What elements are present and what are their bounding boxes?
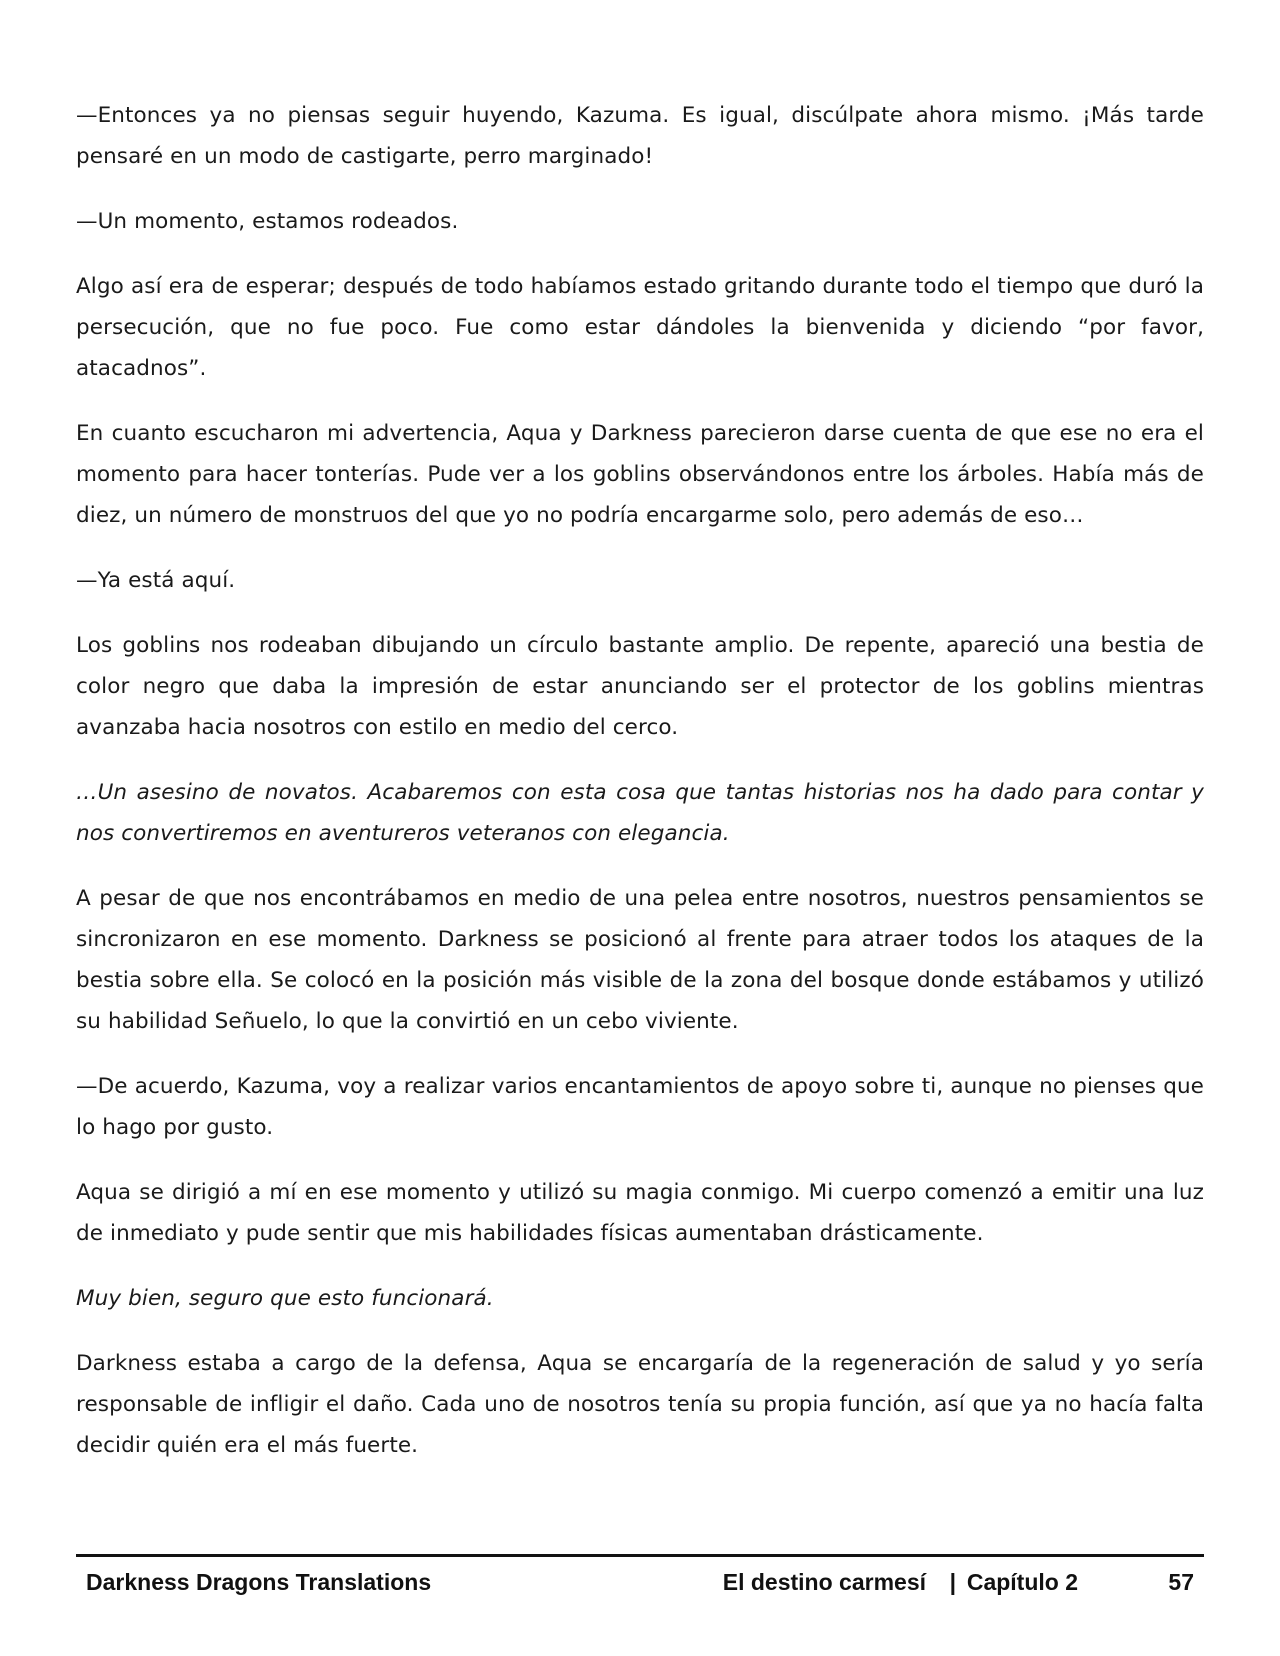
paragraph: A pesar de que nos encontrábamos en medio de una pelea entre nosotros, nuestros pensamientos se sincronizaron en ese momento. Darkness se posicionó al frente para atraer todos los ataques de la bestia sobre ella. Se colocó en la posición más visible de la zona del bosque donde estábamos y utilizó su habilidad Señuelo, lo que la convirtió en un cebo viviente. bbox=[76, 886, 1204, 1034]
paragraph-thought: …Un asesino de novatos. Acabaremos con esta cosa que tantas historias nos ha dado para contar y nos convertiremos en aventureros veteranos con elegancia. bbox=[76, 780, 1204, 846]
paragraph: —Ya está aquí. bbox=[76, 568, 236, 593]
paragraph: En cuanto escucharon mi advertencia, Aqua y Darkness parecieron darse cuenta de que ese no era el momento para hacer tonterías. Pude ver a los goblins observándonos entre los árboles. Había más de diez, un número de monstruos del que yo no podría encargarme solo, pero además de eso… bbox=[76, 421, 1204, 528]
page-footer bbox=[86, 1565, 1194, 1601]
paragraph: Darkness estaba a cargo de la defensa, Aqua se encargaría de la regeneración de salud y yo sería responsable de infligir el daño. Cada uno de nosotros tenía su propia función, así que ya no hacía falta decidir quién era el más fuerte. bbox=[76, 1351, 1204, 1458]
paragraph: —Un momento, estamos rodeados. bbox=[76, 209, 459, 234]
footer-divider bbox=[76, 1554, 1204, 1557]
paragraph: —Entonces ya no piensas seguir huyendo, Kazuma. Es igual, discúlpate ahora mismo. ¡Más tarde pensaré en un modo de castigarte, perro marginado! bbox=[76, 103, 1204, 169]
page-number: 57 bbox=[1168, 1569, 1194, 1595]
page-body bbox=[76, 95, 1204, 1490]
paragraph: Los goblins nos rodeaban dibujando un círculo bastante amplio. De repente, apareció una bestia de color negro que daba la impresión de estar anunciando ser el protector de los goblins mientras avanzaba hacia nosotros con estilo en medio del cerco. bbox=[76, 633, 1204, 740]
paragraph-thought: Muy bien, seguro que esto funcionará. bbox=[76, 1286, 494, 1311]
footer-book-title: El destino carmesí bbox=[722, 1569, 926, 1595]
footer-chapter: Capítulo 2 bbox=[966, 1569, 1078, 1595]
footer-translator: Darkness Dragons Translations bbox=[86, 1569, 432, 1595]
paragraph: Aqua se dirigió a mí en ese momento y utilizó su magia conmigo. Mi cuerpo comenzó a emitir una luz de inmediato y pude sentir que mis habilidades físicas aumentaban drásticamente. bbox=[76, 1180, 1204, 1246]
footer-separator: | bbox=[949, 1569, 956, 1595]
paragraph: Algo así era de esperar; después de todo habíamos estado gritando durante todo el tiempo que duró la persecución, que no fue poco. Fue como estar dándoles la bienvenida y diciendo “por favor, atacadnos”. bbox=[76, 274, 1204, 381]
paragraph: —De acuerdo, Kazuma, voy a realizar varios encantamientos de apoyo sobre ti, aunque no pienses que lo hago por gusto. bbox=[76, 1074, 1204, 1140]
